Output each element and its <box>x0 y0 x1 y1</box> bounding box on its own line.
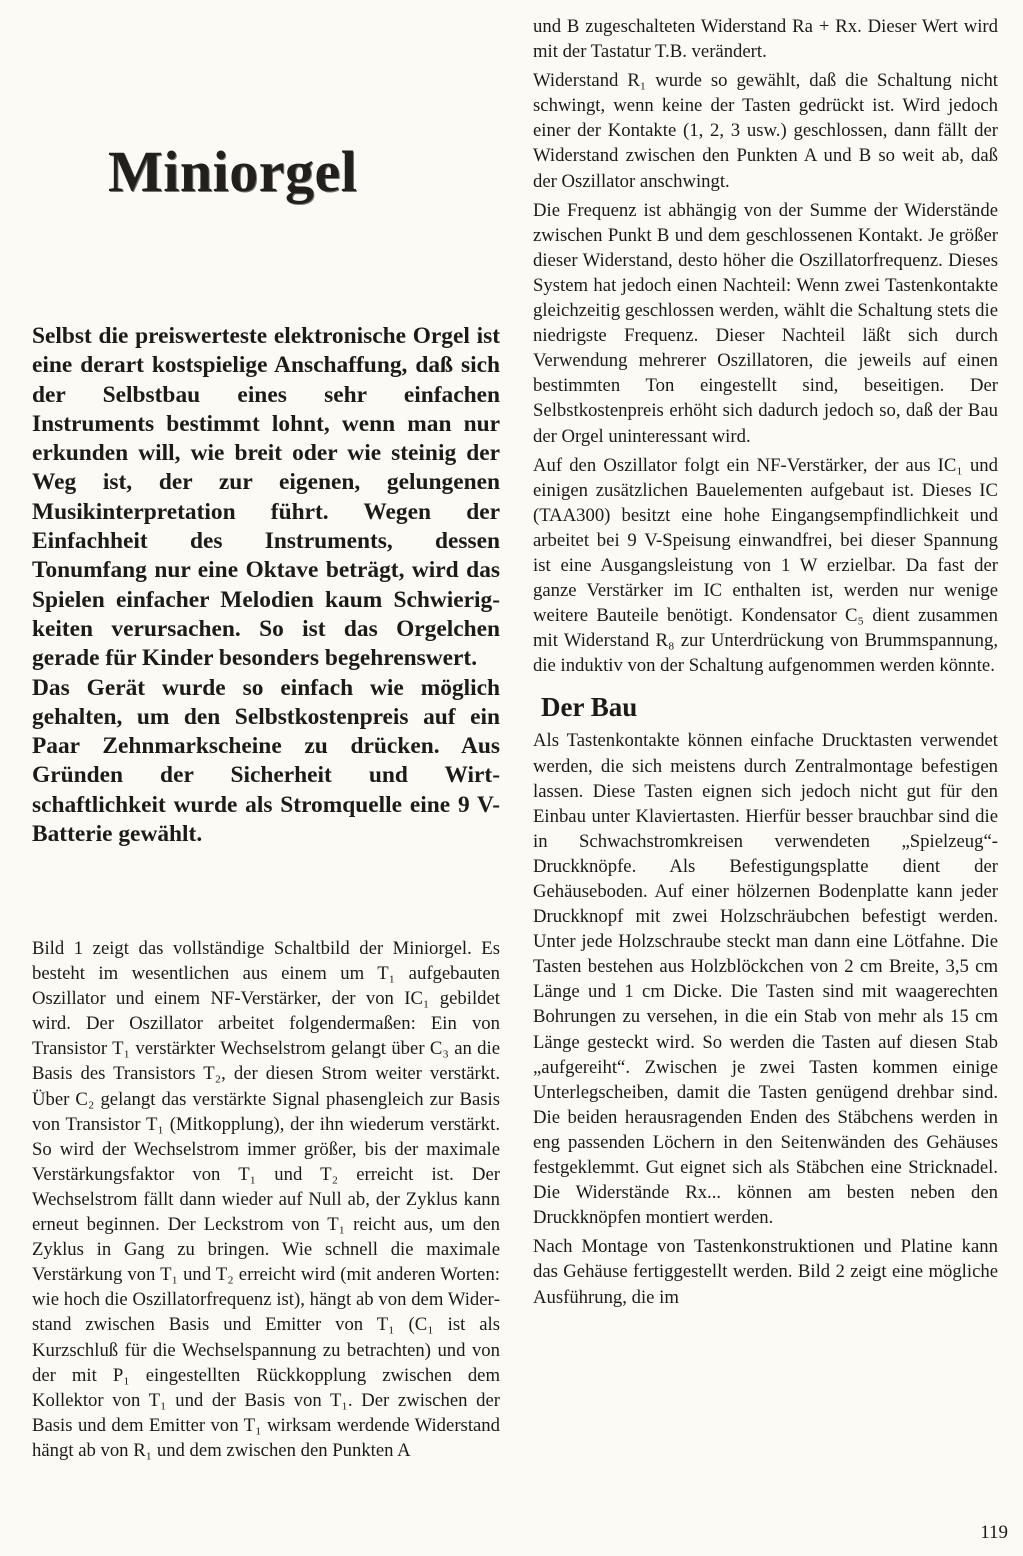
body-paragraph: Bild 1 zeigt das vollständige Schaltbild der Miniorgel. Es besteht im wesentlichen aus einem um T₁ aufgebauten Oszillator und einem NF-Verstärker, der von IC₁ gebildet wird. Der Oszillator arbeitet folgendermaßen: Ein von Transistor T₁ verstärkter Wechselstrom gelangt über C₃ an die Basis des Transistors T₂, der diesen Strom weiter verstärkt. Über C₂ gelangt das verstärkte Signal phasengleich zur Basis von Transistor T₁ (Mitkopplung), der ihn wiederum verstärkt. So wird der Wechselstrom immer größer, bis der maximale Verstärkungsfaktor von T₁ und T₂ erreicht ist. Der Wechselstrom fällt dann wieder auf Null ab, der Zyklus kann erneut beginnen. Der Leckstrom von T₁ reicht aus, um den Zyklus in Gang zu bringen. Wie schnell die maximale Verstärkung von T₁ und T₂ erreicht wird (mit anderen Worten: wie hoch die Oszillatorfrequenz ist), hängt ab von dem Widerstand zwischen Basis und Emitter von T₁ (C₁ ist als Kurzschluß für die Wechselspannung zu betrachten) und von der mit P₁ eingestellten Rückkopplung zwischen dem Kollektor von T₁ und der Basis von T₁. Der zwischen der Basis und dem Emitter von T₁ wirksam werdende Widerstand hängt ab von R₁ und dem zwischen den Punkten A <box>32 938 500 1461</box>
lead-paragraphs <box>32 322 500 849</box>
body-paragraph: Als Tastenkontakte können einfache Drucktasten verwendet werden, die sich meistens durch Zentralmontage befestigen lassen. Diese Tasten eignen sich jedoch nicht gut für den Einbau unter Klaviertasten. Hierfür besser brauchbar sind die in Schwachstromkreisen verwendeten „Spielzeug“-Druckknöpfe. Als Befestigungsplatte dient der Gehäuseboden. Auf einer hölzernen Bodenplatte kann jeder Druckknopf mit zwei Holzschräubchen befestigt werden. Unter jede Holzschraube steckt man dann eine Lötfahne. Die Tasten bestehen aus Holzblöckchen von 2 cm Breite, 3,5 cm Länge und 1 cm Dicke. Die Tasten sind mit waagerechten Bohrungen zu versehen, in die ein Stab von mehr als 15 cm Länge gesteckt wird. So werden die Tasten auf diesen Stab „aufgereiht“. Zwischen je zwei Tasten kommen einige Unterlegscheiben, damit die Tasten genügend drehbar sind. Die beiden herausragenden Enden des Stäbchens werden in eng passenden Löchern in den Seitenwänden des Gehäuses festgeklemmt. Gut eignet sich als Stäbchen eine Stricknadel. Die Widerstände Rx... können am besten neben den Druckknöpfen montiert werden. <box>533 730 998 1229</box>
page-number: 119 <box>980 1522 1008 1543</box>
lead-paragraph: Selbst die preiswerteste elektronische Orgel ist eine derart kostspielige Anschaffung, daß sich der Selbstbau eines sehr einfachen Instruments bestimmt lohnt, wenn man nur erkunden will, wie breit oder wie steinig der Weg ist, der zur eigenen, gelungenen Musikinterpretation führt. Wegen der Einfachheit des Instruments, dessen Tonumfang nur eine Oktave beträgt, wird das Spielen einfacher Melodien kaum Schwierigkeiten verursachen. So ist das Orgelchen gerade für Kinder besonders begehrenswert. <box>32 323 500 672</box>
lead-paragraph: Das Gerät wurde so einfach wie möglich gehalten, um den Selbstkostenpreis auf ein Paar Zehnmarkscheine zu drücken. Aus Gründen der Sicherheit und Wirtschaftlichkeit wurde als Stromquelle eine 9 V-Batterie gewählt. <box>32 674 500 848</box>
article-title: Miniorgel <box>108 139 358 204</box>
body-paragraph: Widerstand R₁ wurde so gewählt, daß die Schaltung nicht schwingt, wenn keine der Tasten gedrückt ist. Wird jedoch einer der Kontakte (1, 2, 3 usw.) geschlossen, dann fällt der Widerstand zwischen den Punkten A und B so weit ab, daß der Oszillator anschwingt. <box>533 70 998 192</box>
body-paragraph: und B zugeschalteten Widerstand Ra + Rx. Dieser Wert wird mit der Tastatur T.B. verändert. <box>533 16 998 63</box>
section-heading-der-bau: Der Bau <box>541 692 638 723</box>
left-column <box>30 0 500 1556</box>
bau-section <box>533 728 998 1309</box>
body-paragraph: Nach Montage von Tastenkonstruktionen und Platine kann das Gehäuse fertiggestellt werden. Bild 2 zeigt eine mögliche Ausführung, die im <box>533 1236 998 1308</box>
left-body-text <box>32 936 500 1463</box>
body-paragraph: Auf den Oszillator folgt ein NF-Verstärker, der aus IC₁ und einigen zusätzlichen Bauelementen aufgebaut ist. Dieses IC (TAA300) besitzt eine hohe Eingangsempfindlichkeit und arbeitet bei 9 V-Speisung einwandfrei, bei dieser Spannung ist eine Ausgangsleistung von 1 W erzielbar. Da fast der ganze Verstärker im IC enthalten ist, werden nur wenige weitere Bauteile benötigt. Kondensator C₅ dient zusammen mit Widerstand R₈ zur Unterdrückung von Brummspannung, die induktiv von der Schaltung aufgenommen werden könnte. <box>533 454 998 677</box>
body-paragraph: Die Frequenz ist abhängig von der Summe der Widerstände zwischen Punkt B und dem geschlossenen Kontakt. Je größer dieser Widerstand, desto höher die Oszillatorfrequenz. Dieses System hat jedoch einen Nachteil: Wenn zwei Tastenkontakte gleichzeitig geschlossen werden, wählt die Schaltung stets die niedrigste Frequenz. Dieser Nachteil läßt sich durch Verwendung mehrerer Oszillatoren, die jeweils auf einen bestimmten Ton eingestellt sind, beseitigen. Der Selbstkostenpreis erhöht sich dadurch jedoch so, daß der Bau der Orgel uninteressant wird. <box>533 199 998 447</box>
right-column <box>533 14 998 1314</box>
